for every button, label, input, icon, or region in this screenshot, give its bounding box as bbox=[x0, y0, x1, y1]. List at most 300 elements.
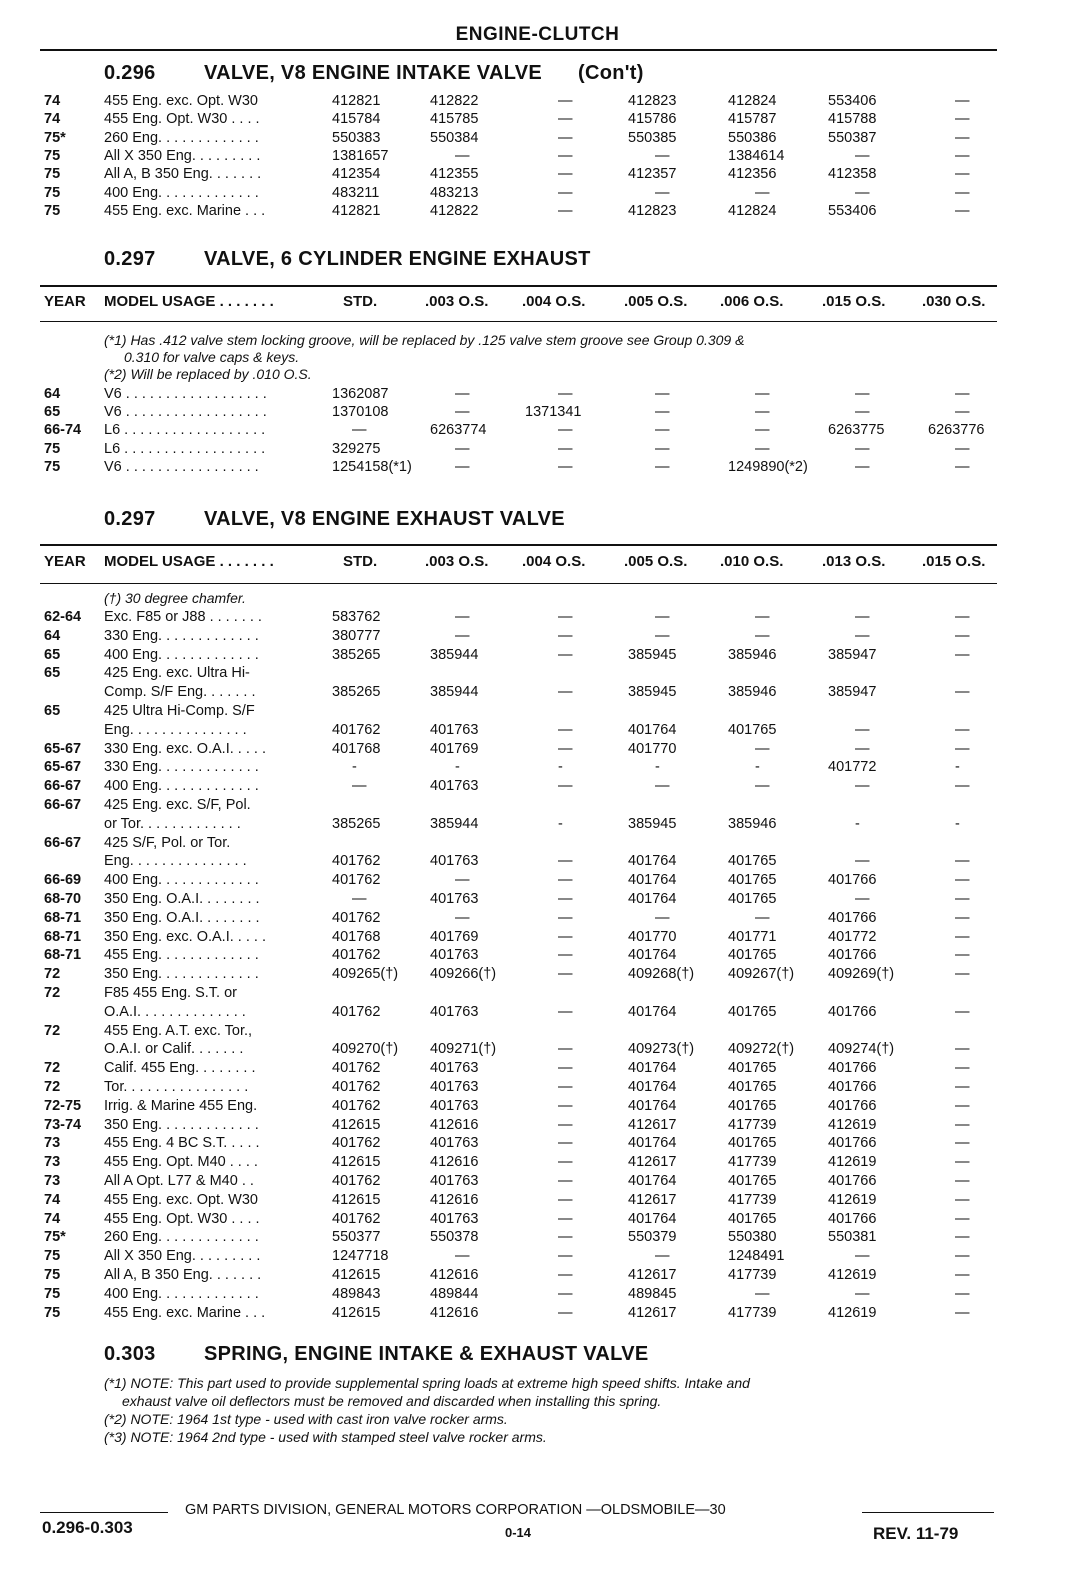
year-cell: 72-75 bbox=[44, 1097, 82, 1114]
part-number-cell: 553406 bbox=[828, 202, 877, 219]
part-number-cell: 401762 bbox=[332, 853, 381, 870]
part-number-cell: — bbox=[955, 1097, 970, 1114]
table-row bbox=[0, 929, 1075, 947]
part-number-cell: 412616 bbox=[430, 1267, 479, 1283]
part-number-cell: 401764 bbox=[628, 872, 677, 889]
part-number-cell: — bbox=[755, 627, 770, 644]
part-number-cell: 401764 bbox=[628, 853, 677, 870]
part-number-cell: 401764 bbox=[628, 1173, 677, 1189]
model-usage-cell: 425 Eng. exc. S/F, Pol. bbox=[104, 797, 251, 813]
part-number-cell: 401762 bbox=[332, 1210, 381, 1227]
year-cell: 74 bbox=[44, 1191, 61, 1208]
section-title bbox=[104, 248, 591, 271]
part-number-cell: 401763 bbox=[430, 853, 479, 870]
part-number-cell: 412616 bbox=[430, 1191, 479, 1208]
part-number-cell: — bbox=[558, 1041, 573, 1058]
part-number-cell: 415788 bbox=[828, 111, 877, 128]
part-number-cell: 6263776 bbox=[928, 422, 985, 439]
part-number-cell: 385946 bbox=[728, 684, 777, 701]
table-row bbox=[0, 910, 1075, 928]
column-header: .030 O.S. bbox=[922, 293, 986, 310]
part-number-cell: 415784 bbox=[332, 111, 381, 128]
part-number-cell: — bbox=[755, 386, 770, 402]
part-number-cell: 409267(†) bbox=[728, 966, 795, 983]
part-number-cell: - bbox=[352, 759, 357, 776]
table-row bbox=[0, 422, 1075, 440]
part-number-cell: 6263775 bbox=[828, 422, 885, 439]
part-number-cell: 417739 bbox=[728, 1267, 777, 1283]
model-usage-cell: 455 Eng. exc. Opt. W30 bbox=[104, 93, 258, 109]
year-cell: 72 bbox=[44, 966, 61, 983]
part-number-cell: 401763 bbox=[430, 1173, 479, 1189]
part-number-cell: 409273(†) bbox=[628, 1041, 695, 1058]
part-number-cell: — bbox=[955, 93, 970, 109]
part-number-cell: 401762 bbox=[332, 1079, 381, 1095]
part-number-cell: 401765 bbox=[728, 872, 777, 889]
part-number-cell: 401762 bbox=[332, 721, 381, 738]
part-number-cell: - bbox=[955, 759, 960, 776]
section-title bbox=[104, 508, 565, 531]
model-usage-cell: O.A.I. . . . . . . . . . . . . . bbox=[104, 1003, 246, 1020]
model-usage-cell: L6 . . . . . . . . . . . . . . . . . . bbox=[104, 422, 266, 439]
part-number-cell: — bbox=[558, 740, 573, 757]
part-number-cell: 412615 bbox=[332, 1267, 381, 1283]
part-number-cell: 385947 bbox=[828, 684, 877, 701]
model-usage-cell: 400 Eng. . . . . . . . . . . . . bbox=[104, 1285, 259, 1302]
table-row bbox=[0, 609, 1075, 627]
part-number-cell: — bbox=[558, 1210, 573, 1227]
year-cell: 72 bbox=[44, 1079, 61, 1095]
part-number-cell: 412822 bbox=[430, 93, 479, 109]
part-number-cell: — bbox=[558, 891, 573, 907]
part-number-cell: — bbox=[655, 422, 670, 439]
column-header: .005 O.S. bbox=[624, 293, 688, 310]
column-header: MODEL USAGE . . . . . . . bbox=[104, 553, 274, 570]
part-number-cell: 550381 bbox=[828, 1229, 877, 1246]
part-number-cell: 401770 bbox=[628, 928, 677, 945]
model-usage-cell: 455 Eng. exc. Marine . . . bbox=[104, 202, 266, 219]
table-row bbox=[0, 404, 1075, 422]
table-row bbox=[0, 111, 1075, 129]
section-name: VALVE, V8 ENGINE INTAKE VALVE bbox=[204, 62, 543, 84]
model-usage-cell: Irrig. & Marine 455 Eng. bbox=[104, 1097, 258, 1114]
part-number-cell: 412619 bbox=[828, 1191, 877, 1208]
year-cell: 62-64 bbox=[44, 609, 82, 625]
part-number-cell: 409268(†) bbox=[628, 966, 695, 983]
footnote: (*2) Will be replaced by .010 O.S. bbox=[104, 366, 312, 382]
part-number-cell: — bbox=[558, 458, 573, 475]
part-number-cell: 401764 bbox=[628, 1097, 677, 1114]
part-number-cell: 385265 bbox=[332, 815, 381, 832]
year-cell: 72 bbox=[44, 985, 61, 1001]
part-number-cell: — bbox=[955, 1229, 970, 1246]
section-name: VALVE, V8 ENGINE EXHAUST VALVE bbox=[204, 508, 565, 530]
part-number-cell: 401765 bbox=[728, 1135, 777, 1152]
section-number: 0.297 bbox=[104, 248, 156, 270]
year-cell: 73 bbox=[44, 1154, 61, 1171]
table-row bbox=[0, 741, 1075, 759]
part-number-cell: 412617 bbox=[628, 1304, 677, 1321]
year-cell: 66-67 bbox=[44, 797, 82, 813]
part-number-cell: - bbox=[558, 759, 563, 776]
part-number-cell: — bbox=[755, 609, 770, 625]
part-number-cell: — bbox=[558, 129, 573, 146]
part-number-cell: 401765 bbox=[728, 1003, 777, 1020]
part-number-cell: 412617 bbox=[628, 1191, 677, 1208]
footnote: (*3) NOTE: 1964 2nd type - used with stamped steel valve rocker arms. bbox=[104, 1429, 547, 1445]
section-title bbox=[104, 1343, 648, 1366]
section-continued: (Con't) bbox=[578, 62, 644, 84]
part-number-cell: — bbox=[855, 1248, 870, 1265]
part-number-cell: 1371341 bbox=[525, 404, 582, 421]
year-cell: 66-67 bbox=[44, 778, 82, 795]
year-cell: 75 bbox=[44, 1267, 61, 1283]
footnote: (*1) NOTE: This part used to provide supplemental spring loads at extreme high speed shifts. Intake and bbox=[104, 1375, 750, 1391]
table-row bbox=[0, 872, 1075, 890]
part-number-cell: — bbox=[955, 1003, 970, 1020]
part-number-cell: — bbox=[352, 778, 367, 795]
year-cell: 64 bbox=[44, 627, 61, 644]
part-number-cell: — bbox=[855, 386, 870, 402]
footnote: (†) 30 degree chamfer. bbox=[104, 590, 246, 606]
part-number-cell: 483211 bbox=[332, 184, 380, 201]
part-number-cell: — bbox=[558, 684, 573, 701]
part-number-cell: 550384 bbox=[430, 129, 479, 146]
part-number-cell: — bbox=[558, 1191, 573, 1208]
part-number-cell: 401764 bbox=[628, 1079, 677, 1095]
part-number-cell: — bbox=[955, 778, 970, 795]
column-header: .006 O.S. bbox=[720, 293, 784, 310]
part-number-cell: 417739 bbox=[728, 1154, 777, 1171]
part-number-cell: 401763 bbox=[430, 947, 479, 964]
model-usage-cell: 330 Eng. . . . . . . . . . . . . bbox=[104, 759, 259, 776]
part-number-cell: 412823 bbox=[628, 93, 677, 109]
model-usage-cell: L6 . . . . . . . . . . . . . . . . . . bbox=[104, 440, 266, 457]
part-number-cell: — bbox=[558, 1267, 573, 1283]
part-number-cell: 1370108 bbox=[332, 404, 389, 421]
part-number-cell: 401765 bbox=[728, 1097, 777, 1114]
footer-page-number: 0-14 bbox=[505, 1525, 532, 1540]
part-number-cell: 401766 bbox=[828, 1097, 877, 1114]
part-number-cell: 6263774 bbox=[430, 422, 487, 439]
part-number-cell: 401764 bbox=[628, 1210, 677, 1227]
part-number-cell: — bbox=[955, 966, 970, 983]
part-number-cell: 412615 bbox=[332, 1154, 381, 1171]
year-cell: 75* bbox=[44, 1229, 66, 1246]
part-number-cell: — bbox=[955, 909, 970, 926]
part-number-cell: 401766 bbox=[828, 947, 877, 964]
model-usage-cell: 455 Eng. 4 BC S.T. . . . . bbox=[104, 1135, 260, 1152]
part-number-cell: 401765 bbox=[728, 1079, 777, 1095]
year-cell: 65-67 bbox=[44, 759, 82, 776]
year-cell: 68-71 bbox=[44, 928, 82, 945]
model-usage-cell: 400 Eng. . . . . . . . . . . . . bbox=[104, 646, 259, 663]
part-number-cell: — bbox=[352, 422, 367, 439]
part-number-cell: — bbox=[955, 1135, 970, 1152]
part-number-cell: — bbox=[558, 422, 573, 439]
part-number-cell: 401764 bbox=[628, 1060, 677, 1077]
year-cell: 74 bbox=[44, 1210, 61, 1227]
table-row bbox=[0, 1117, 1075, 1135]
part-number-cell: 1381657 bbox=[332, 147, 389, 164]
part-number-cell: 489843 bbox=[332, 1285, 381, 1302]
part-number-cell: — bbox=[558, 93, 573, 109]
table-row bbox=[0, 797, 1075, 815]
part-number-cell: — bbox=[955, 166, 970, 183]
part-number-cell: — bbox=[955, 1060, 970, 1077]
table-row bbox=[0, 1267, 1075, 1285]
part-number-cell: — bbox=[955, 111, 970, 128]
part-number-cell: 553406 bbox=[828, 93, 877, 109]
part-number-cell: 401766 bbox=[828, 1079, 877, 1095]
part-number-cell: 412821 bbox=[332, 93, 381, 109]
part-number-cell: 412616 bbox=[430, 1154, 479, 1171]
part-number-cell: 412615 bbox=[332, 1191, 381, 1208]
footer-division: GM PARTS DIVISION, GENERAL MOTORS CORPORATION —OLDSMOBILE—30 bbox=[185, 1502, 726, 1518]
table-row bbox=[0, 891, 1075, 909]
footnote: (*1) Has .412 valve stem locking groove, will be replaced by .125 valve stem groove see Group 0.309 & bbox=[104, 332, 745, 348]
part-number-cell: — bbox=[855, 1285, 870, 1302]
part-number-cell: — bbox=[955, 928, 970, 945]
part-number-cell: — bbox=[755, 909, 770, 926]
part-number-cell: 412616 bbox=[430, 1116, 479, 1133]
part-number-cell: 412615 bbox=[332, 1116, 381, 1133]
part-number-cell: 412617 bbox=[628, 1267, 677, 1283]
part-number-cell: 385944 bbox=[430, 646, 479, 663]
part-number-cell: 550387 bbox=[828, 129, 877, 146]
part-number-cell: — bbox=[655, 386, 670, 402]
model-usage-cell: 455 Eng. Opt. W30 . . . . bbox=[104, 1210, 260, 1227]
part-number-cell: 401763 bbox=[430, 1003, 479, 1020]
table-row bbox=[0, 1192, 1075, 1210]
part-number-cell: — bbox=[558, 111, 573, 128]
part-number-cell: — bbox=[558, 1060, 573, 1077]
part-number-cell: — bbox=[558, 853, 573, 870]
part-number-cell: — bbox=[955, 458, 970, 475]
part-number-cell: 385945 bbox=[628, 684, 677, 701]
part-number-cell: — bbox=[655, 609, 670, 625]
footer-code: 0.296-0.303 bbox=[42, 1518, 133, 1537]
part-number-cell: 412619 bbox=[828, 1154, 877, 1171]
year-cell: 75* bbox=[44, 129, 66, 146]
part-number-cell: 401763 bbox=[430, 891, 479, 907]
footer-rule-left bbox=[40, 1512, 168, 1513]
part-number-cell: 401762 bbox=[332, 909, 381, 926]
part-number-cell: — bbox=[955, 1304, 970, 1321]
part-number-cell: — bbox=[955, 129, 970, 146]
part-number-cell: — bbox=[558, 147, 573, 164]
table-row bbox=[0, 93, 1075, 111]
part-number-cell: 401764 bbox=[628, 1003, 677, 1020]
part-number-cell: 417739 bbox=[728, 1304, 777, 1321]
part-number-cell: — bbox=[955, 609, 970, 625]
part-number-cell: 401763 bbox=[430, 1060, 479, 1077]
part-number-cell: — bbox=[558, 778, 573, 795]
part-number-cell: — bbox=[955, 147, 970, 164]
part-number-cell: — bbox=[955, 184, 970, 201]
page-header: ENGINE-CLUTCH bbox=[455, 24, 620, 45]
year-cell: 75 bbox=[44, 1248, 61, 1265]
model-usage-cell: 350 Eng. O.A.I. . . . . . . . bbox=[104, 909, 260, 926]
part-number-cell: 489844 bbox=[430, 1285, 479, 1302]
part-number-cell: — bbox=[558, 184, 573, 201]
part-number-cell: 401763 bbox=[430, 1079, 479, 1095]
table-row bbox=[0, 1135, 1075, 1153]
part-number-cell: 415787 bbox=[728, 111, 777, 128]
header-rule bbox=[40, 49, 997, 51]
part-number-cell: 1247718 bbox=[332, 1248, 389, 1265]
part-number-cell: — bbox=[558, 909, 573, 926]
model-usage-cell: 455 Eng. . . . . . . . . . . . . bbox=[104, 947, 259, 964]
part-number-cell: 1362087 bbox=[332, 386, 389, 402]
part-number-cell: — bbox=[955, 872, 970, 889]
part-number-cell: — bbox=[755, 740, 770, 757]
column-header: YEAR bbox=[44, 553, 86, 570]
table-row bbox=[0, 759, 1075, 777]
year-cell: 65 bbox=[44, 703, 61, 719]
part-number-cell: — bbox=[955, 891, 970, 907]
part-number-cell: 401762 bbox=[332, 1173, 381, 1189]
model-usage-cell: Calif. 455 Eng. . . . . . . . bbox=[104, 1060, 256, 1077]
part-number-cell: — bbox=[655, 778, 670, 795]
part-number-cell: — bbox=[855, 891, 870, 907]
year-cell: 74 bbox=[44, 111, 61, 128]
year-cell: 75 bbox=[44, 202, 61, 219]
part-number-cell: 550379 bbox=[628, 1229, 677, 1246]
part-number-cell: — bbox=[455, 386, 470, 402]
model-usage-cell: 330 Eng. exc. O.A.I. . . . . bbox=[104, 740, 266, 757]
part-number-cell: — bbox=[558, 1229, 573, 1246]
table-row bbox=[0, 166, 1075, 184]
year-cell: 68-71 bbox=[44, 947, 82, 964]
part-number-cell: 412617 bbox=[628, 1116, 677, 1133]
part-number-cell: — bbox=[955, 404, 970, 421]
part-number-cell: — bbox=[558, 166, 573, 183]
part-number-cell: 409265(†) bbox=[332, 966, 399, 983]
part-number-cell: — bbox=[352, 891, 367, 907]
part-number-cell: 385265 bbox=[332, 646, 381, 663]
part-number-cell: 1254158(*1) bbox=[332, 458, 412, 475]
model-usage-cell: 400 Eng. . . . . . . . . . . . . bbox=[104, 184, 259, 201]
part-number-cell: 401765 bbox=[728, 853, 777, 870]
part-number-cell: 401763 bbox=[430, 1135, 479, 1152]
table-row bbox=[0, 1079, 1075, 1097]
part-number-cell: 489845 bbox=[628, 1285, 677, 1302]
section-name: VALVE, 6 CYLINDER ENGINE EXHAUST bbox=[204, 248, 591, 270]
part-number-cell: 401768 bbox=[332, 928, 381, 945]
part-number-cell: 401770 bbox=[628, 740, 677, 757]
part-number-cell: 401762 bbox=[332, 1097, 381, 1114]
column-header: .010 O.S. bbox=[720, 553, 784, 570]
part-number-cell: — bbox=[558, 1304, 573, 1321]
part-number-cell: 412355 bbox=[430, 166, 479, 183]
footer-rule-right bbox=[862, 1512, 994, 1513]
part-number-cell: — bbox=[855, 853, 870, 870]
part-number-cell: — bbox=[955, 440, 970, 457]
footnote: exhaust valve oil deflectors must be removed and discarded when installing this spring. bbox=[122, 1393, 662, 1409]
part-number-cell: — bbox=[755, 778, 770, 795]
model-usage-cell: Eng. . . . . . . . . . . . . . . bbox=[104, 721, 247, 738]
part-number-cell: 583762 bbox=[332, 609, 381, 625]
part-number-cell: — bbox=[558, 202, 573, 219]
part-number-cell: 401765 bbox=[728, 721, 777, 738]
table-row bbox=[0, 1305, 1075, 1323]
part-number-cell: 409269(†) bbox=[828, 966, 895, 983]
part-number-cell: — bbox=[558, 1003, 573, 1020]
part-number-cell: 412824 bbox=[728, 93, 777, 109]
part-number-cell: 385947 bbox=[828, 646, 877, 663]
model-usage-cell: 330 Eng. . . . . . . . . . . . . bbox=[104, 627, 259, 644]
table-row bbox=[0, 1286, 1075, 1304]
part-number-cell: 1384614 bbox=[728, 147, 785, 164]
part-number-cell: — bbox=[558, 1116, 573, 1133]
model-usage-cell: 260 Eng. . . . . . . . . . . . . bbox=[104, 1229, 259, 1246]
model-usage-cell: All A, B 350 Eng. . . . . . . bbox=[104, 166, 262, 183]
year-cell: 64 bbox=[44, 386, 61, 402]
part-number-cell: 401772 bbox=[828, 928, 877, 945]
part-number-cell: — bbox=[558, 386, 573, 402]
part-number-cell: 401763 bbox=[430, 1210, 479, 1227]
part-number-cell: - bbox=[655, 759, 660, 776]
part-number-cell: — bbox=[455, 440, 470, 457]
year-cell: 66-74 bbox=[44, 422, 82, 439]
model-usage-cell: All X 350 Eng. . . . . . . . . bbox=[104, 147, 261, 164]
part-number-cell: — bbox=[855, 440, 870, 457]
model-usage-cell: 350 Eng. . . . . . . . . . . . . bbox=[104, 966, 259, 983]
model-usage-cell: All A Opt. L77 & M40 . . bbox=[104, 1173, 254, 1189]
part-number-cell: 417739 bbox=[728, 1116, 777, 1133]
part-number-cell: 385946 bbox=[728, 815, 777, 832]
part-number-cell: 550383 bbox=[332, 129, 381, 146]
part-number-cell: 412354 bbox=[332, 166, 381, 183]
part-number-cell: 401766 bbox=[828, 1003, 877, 1020]
model-usage-cell: V6 . . . . . . . . . . . . . . . . . bbox=[104, 458, 259, 475]
part-number-cell: 550380 bbox=[728, 1229, 777, 1246]
part-number-cell: — bbox=[558, 609, 573, 625]
part-number-cell: — bbox=[558, 1097, 573, 1114]
model-usage-cell: V6 . . . . . . . . . . . . . . . . . . bbox=[104, 404, 267, 421]
part-number-cell: — bbox=[855, 721, 870, 738]
part-number-cell: 401762 bbox=[332, 872, 381, 889]
part-number-cell: — bbox=[455, 609, 470, 625]
part-number-cell: — bbox=[955, 1191, 970, 1208]
part-number-cell: 385946 bbox=[728, 646, 777, 663]
year-cell: 66-67 bbox=[44, 834, 82, 851]
part-number-cell: — bbox=[755, 404, 770, 421]
part-number-cell: 401766 bbox=[828, 1060, 877, 1077]
part-number-cell: — bbox=[855, 404, 870, 421]
part-number-cell: 401763 bbox=[430, 1097, 479, 1114]
part-number-cell: — bbox=[855, 184, 870, 201]
column-header: .005 O.S. bbox=[624, 553, 688, 570]
column-header: .004 O.S. bbox=[522, 293, 586, 310]
part-number-cell: 401762 bbox=[332, 1135, 381, 1152]
part-number-cell: — bbox=[655, 147, 670, 164]
part-number-cell: — bbox=[558, 1135, 573, 1152]
table-header-rule-top bbox=[40, 285, 997, 287]
part-number-cell: 412617 bbox=[628, 1154, 677, 1171]
year-cell: 68-71 bbox=[44, 909, 82, 926]
part-number-cell: 401766 bbox=[828, 1173, 877, 1189]
part-number-cell: — bbox=[455, 1248, 470, 1265]
section-name: SPRING, ENGINE INTAKE & EXHAUST VALVE bbox=[204, 1343, 649, 1365]
table-row bbox=[0, 1211, 1075, 1229]
table-row bbox=[0, 853, 1075, 871]
year-cell: 73 bbox=[44, 1135, 61, 1152]
column-header: MODEL USAGE . . . . . . . bbox=[104, 293, 274, 310]
column-header: YEAR bbox=[44, 293, 86, 310]
part-number-cell: — bbox=[455, 404, 470, 421]
